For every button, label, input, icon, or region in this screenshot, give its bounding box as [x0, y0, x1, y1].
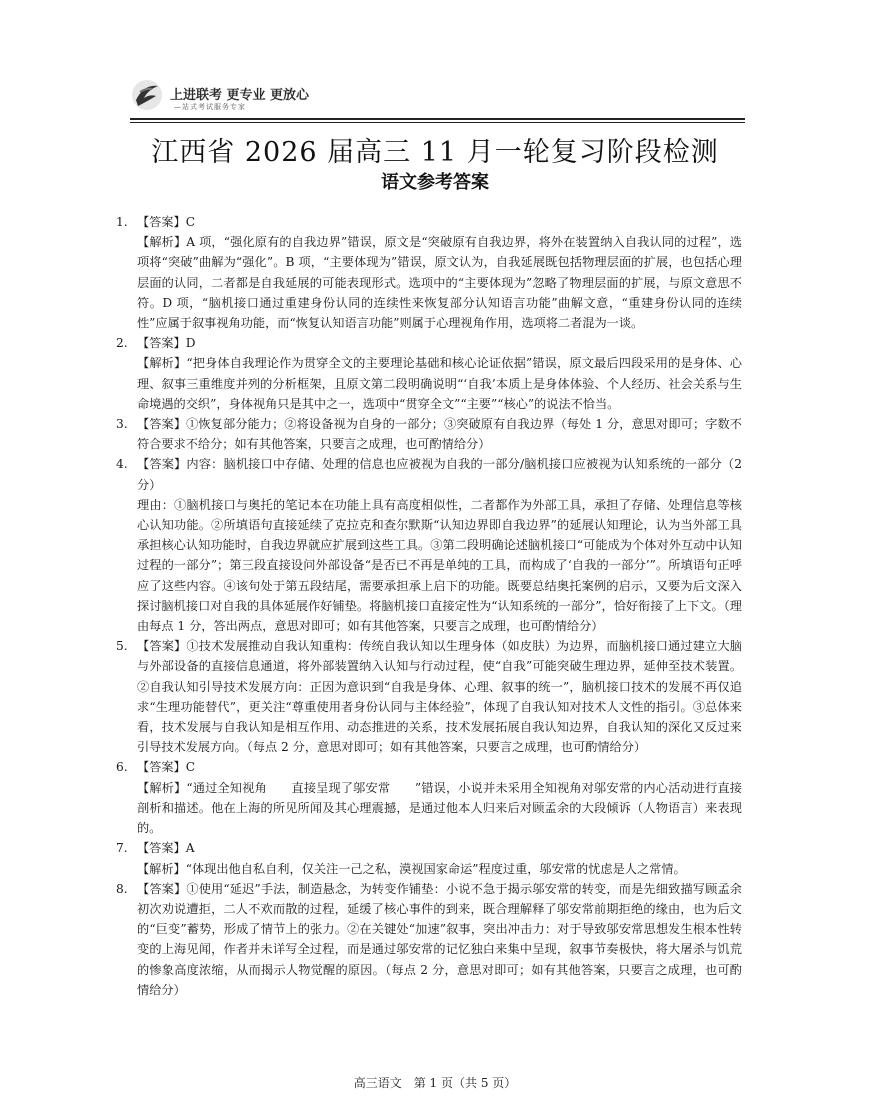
answer-item-3 [116, 414, 742, 454]
answer-list [116, 212, 742, 1000]
answer-item-2 [116, 333, 742, 414]
explanation-text: 理由：①脑机接口与奥托的笔记本在功能上具有高度相似性，二者都作为外部工具，承担了存储、处理信息等核心认知功能。②所填语句直接延续了克拉克和查尔默斯“认知边界即自我边界”的延展认知理论，认为当外部工具承担核心认知功能时，自我边界就应扩展到这些工具。③第二段明确论述脑机接口“可能成为个体对外互动中认知过程的一部分”；第三段直接设问外部设备“是否已不再是单纯的工具，而构成了‘自我的一部分’”。所填语句正呼应了这些内容。④该句处于第五段结尾，需要承担承上启下的功能。既要总结奥托案例的启示，又要为后文深入探讨脑机接口对自我的具体延展作好铺垫。将脑机接口直接定性为“认知系统的一部分”，恰好衔接了上下文。（理由每点 1 分，答出两点，意思对即可；如有其他答案，只要言之成理，也可酌情给分） [137, 497, 742, 634]
answer-text: 【答案】①技术发展推动自我认知重构：传统自我认知以生理身体（如皮肤）为边界，而脑机接口通过建立大脑与外部设备的直接信息通道，将外部装置纳入认知与行动过程，使“自我”可能突破生理边界，延伸至技术装置。②自我认知引导技术发展方向：正因为意识到“自我是身体、心理、叙事的统一”，脑机接口技术的发展不再仅追求“生理功能替代”，更关注“尊重使用者身份认同与主体经验”，体现了自我认知对技术人文性的指引。③总体来看，技术发展与自我认知是相互作用、动态推进的关系，技术发展拓展自我认知边界，自我认知的深化又反过来引导技术发展方向。（每点 2 分，意思对即可；如有其他答案，只要言之成理，也可酌情给分） [137, 639, 742, 755]
answer-text: 【答案】内容：脑机接口中存储、处理的信息也应被视为自我的一部分/脑机接口应被视为认知系统的一部分（2 分） [137, 457, 742, 492]
explanation-text: 【解析】“体现出他自私自利，仅关注一己之私，漠视国家命运”程度过重，邬安常的忧虑是人之常情。 [137, 861, 686, 876]
answer-text: 【答案】①恢复部分能力；②将设备视为自身的一部分；③突破原有自我边界（每处 1 分，意思对即可；字数不符合要求不给分；如有其他答案，只要言之成理，也可酌情给分） [137, 417, 742, 452]
answer-text: 【答案】①使用“延迟”手法，制造悬念，为转变作铺垫：小说不急于揭示邬安常的转变，而是先细致描写顾孟余初次劝说遭拒，二人不欢而散的过程，延缓了核心事件的到来，既合理解释了邬安常前期拒绝的缘由，也为后文的“巨变”蓄势，形成了情节上的张力。②在关键处“加速”叙事，突出冲击力：对于导致邬安常思想发生根本性转变的上海见闻，作者并未详写全过程，而是通过邬安常的记忆独白来集中呈现，叙事节奏极快，将大屠杀与饥荒的惨象高度浓缩，从而揭示人物觉醒的原因。（每点 2 分，意思对即可；如有其他答案，只要言之成理，也可酌情给分） [137, 881, 742, 997]
item-number: 7. [116, 841, 128, 856]
item-number: 1. [116, 215, 128, 229]
page-footer: 高三语文 第 1 页（共 5 页） [353, 1076, 517, 1090]
item-number: 4. [116, 457, 128, 472]
explanation-text: 【解析】A 项，“强化原有的自我边界”错误，原文是“突破原有自我边界，将外在装置纳入自我认同的过程”，选项将“突破”曲解为“强化”。B 项，“主要体现为”错误，原文认为，自我延展既包括物理层面的扩展，也包括心理层面的认同，二者都是自我延展的可能表现形式。选项中的“主要体现为”忽略了物理层面的扩展，与原文意思不符。D 项，“脑机接口通过重建身份认同的连续性来恢复部分认知语言功能”曲解文意，“重建身份认同的连续性”应属于叙事视角功能，而“恢复认知语言功能”则属于心理视角作用，选项将二者混为一谈。 [137, 235, 742, 331]
header-rule-thin [130, 122, 745, 123]
logo-icon [130, 78, 164, 112]
answer-item-1 [116, 212, 742, 333]
brand-slogan: 上进联考 更专业 更放心 [170, 88, 310, 103]
brand-tagline: —站式考试服务专家 [174, 103, 246, 111]
explanation-text: 【解析】“把身体自我理论作为贯穿全文的主要理论基础和核心论证依据”错误，原文最后四段采用的是身体、心理、叙事三重维度并列的分析框架，且原文第二段明确说明“‘自我’本质上是身体体验、个人经历、社会关系与生命境遇的交织”，身体视角只是其中之一，选项中“贯穿全文”“主要”“核心”的说法不恰当。 [137, 356, 742, 411]
page-title: 江西省 2026 届高三 11 月一轮复习阶段检测 [151, 137, 719, 168]
header-rule [130, 118, 745, 120]
item-number: 3. [116, 417, 128, 432]
answer-text: 【答案】C [137, 215, 196, 229]
answer-text: 【答案】A [137, 841, 195, 856]
answer-item-4 [116, 454, 742, 636]
answer-text: 【答案】D [137, 336, 196, 351]
answer-item-7 [116, 838, 742, 878]
answer-item-6 [116, 757, 742, 838]
page-subtitle: 语文参考答案 [381, 172, 489, 193]
explanation-text: 【解析】“通过全知视角 直接呈现了邬安常 ”错误，小说并未采用全知视角对邬安常的内心活动进行直接剖析和描述。他在上海的所见所闻及其心理震撼，是通过他本人归来后对顾孟余的大段倾诉（人物语言）来表现的。 [137, 780, 742, 836]
answer-item-8 [116, 879, 742, 1000]
item-number: 2. [116, 336, 128, 351]
item-number: 5. [116, 639, 128, 654]
answer-text: 【答案】C [137, 760, 196, 775]
item-number: 6. [116, 760, 128, 775]
answer-item-5 [116, 636, 742, 757]
item-number: 8. [116, 881, 128, 896]
